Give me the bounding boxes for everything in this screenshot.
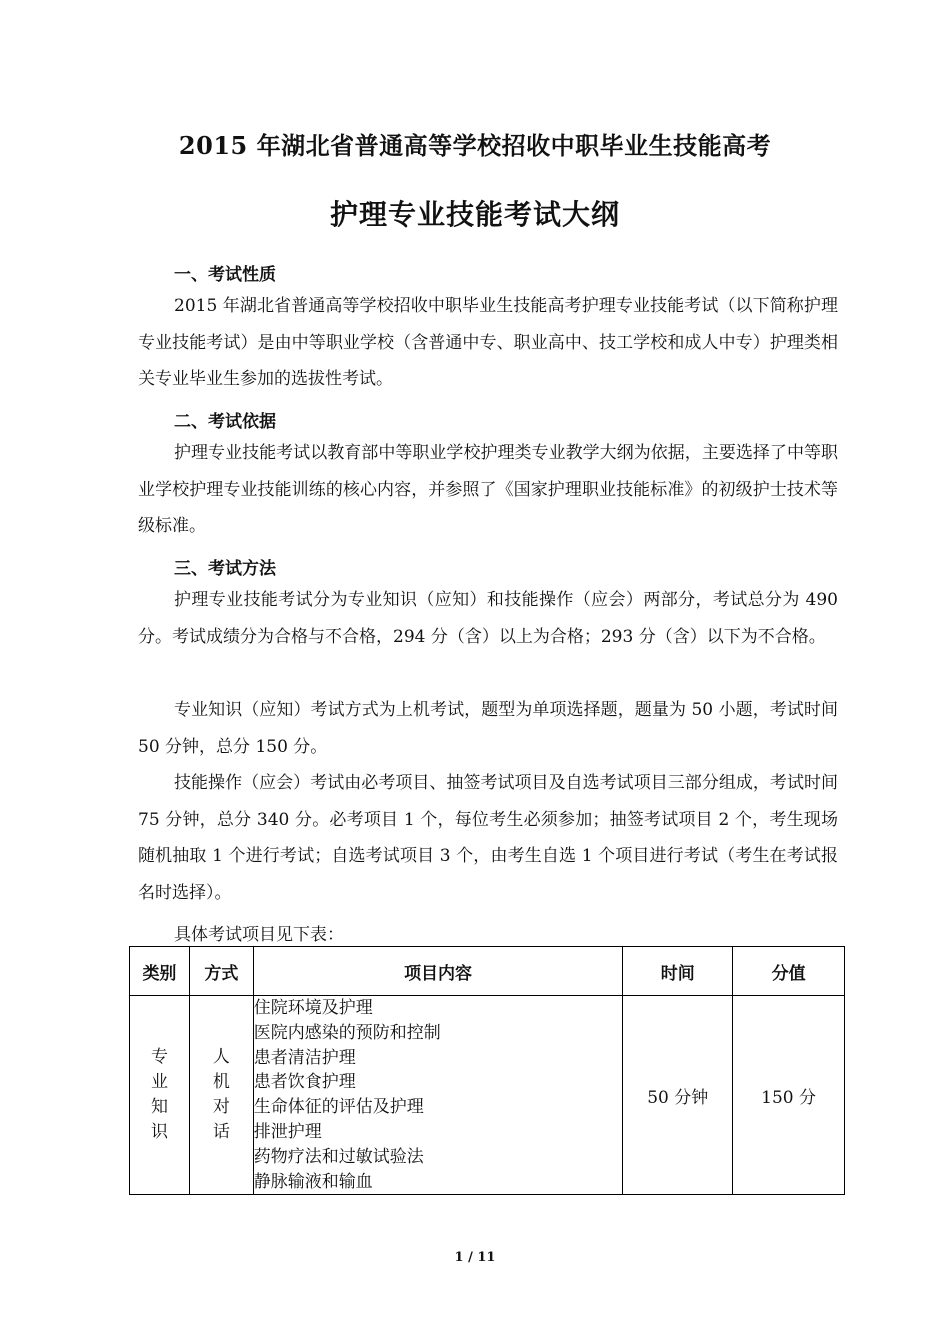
- header-category: 类别: [130, 947, 190, 996]
- category-cell: [130, 996, 190, 1195]
- content-cell: [253, 996, 623, 1195]
- paragraph-method-skills: 技能操作（应会）考试由必考项目、抽签考试项目及自选考试项目三部分组成，考试时间 75 分钟，总分 340 分。必考项目 1 个，每位考生必须参加；抽签考试项目 2 个，考生现场随机抽取 1 个进行考试；自选考试项目 3 个，由考生自选 1 个项目进行考试（考生在考试报名时选择）。: [138, 773, 838, 903]
- table-row: [130, 996, 845, 1195]
- header-time: 时间: [623, 947, 733, 996]
- method-char: 对: [212, 1097, 230, 1118]
- content-item: 医院内感染的预防和控制: [253, 1022, 441, 1043]
- content-item: 住院环境及护理: [253, 998, 373, 1018]
- header-score: 分值: [733, 947, 845, 996]
- page-number: 1 / 11: [454, 1250, 496, 1265]
- header-content: 项目内容: [253, 947, 623, 996]
- category-char: 专: [150, 1047, 168, 1068]
- document-title: 2015 年湖北省普通高等学校招收中职毕业生技能高考: [178, 131, 772, 160]
- method-cell: [189, 996, 253, 1195]
- section-heading-method: 三、考试方法: [174, 559, 276, 579]
- method-char: 话: [212, 1122, 230, 1143]
- section-heading-nature: 一、考试性质: [174, 265, 276, 285]
- document-subtitle: 护理专业技能考试大纲: [329, 198, 620, 231]
- paragraph-method-knowledge: 专业知识（应知）考试方式为上机考试，题型为单项选择题，题量为 50 小题，考试时间 50 分钟，总分 150 分。: [138, 700, 838, 757]
- section-heading-basis: 二、考试依据: [174, 412, 276, 432]
- table-header-row: [130, 947, 845, 996]
- paragraph-method-total: 护理专业技能考试分为专业知识（应知）和技能操作（应会）两部分，考试总分为 490 分。考试成绩分为合格与不合格，294 分（含）以上为合格；293 分（含）以下为不合格。: [138, 590, 838, 647]
- content-item: 静脉输液和输血: [253, 1171, 373, 1192]
- time-cell: 50 分钟: [623, 996, 733, 1195]
- content-item: 排泄护理: [253, 1121, 322, 1142]
- content-item: 患者饮食护理: [253, 1072, 356, 1093]
- paragraph-nature: 2015 年湖北省普通高等学校招收中职毕业生技能高考护理专业技能考试（以下简称护理专业技能考试）是由中等职业学校（含普通中专、职业高中、技工学校和成人中专）护理类相关专业毕业生参加的选拔性考试。: [138, 296, 838, 389]
- paragraph-basis: 护理专业技能考试以教育部中等职业学校护理类专业教学大纲为依据，主要选择了中等职业学校护理专业技能训练的核心内容，并参照了《国家护理职业技能标准》的初级护士技术等级标准。: [138, 443, 838, 536]
- table-intro: 具体考试项目见下表：: [174, 925, 344, 945]
- content-item: 生命体征的评估及护理: [253, 1097, 424, 1118]
- content-item: 药物疗法和过敏试验法: [253, 1146, 424, 1167]
- header-method: 方式: [189, 947, 253, 996]
- method-char: 机: [212, 1072, 230, 1093]
- category-char: 知: [150, 1097, 168, 1118]
- method-char: 人: [212, 1047, 230, 1068]
- score-cell: 150 分: [733, 996, 845, 1195]
- category-char: 识: [150, 1122, 168, 1143]
- category-char: 业: [150, 1072, 168, 1093]
- content-item: 患者清洁护理: [253, 1047, 356, 1068]
- exam-items-table: [129, 946, 845, 1195]
